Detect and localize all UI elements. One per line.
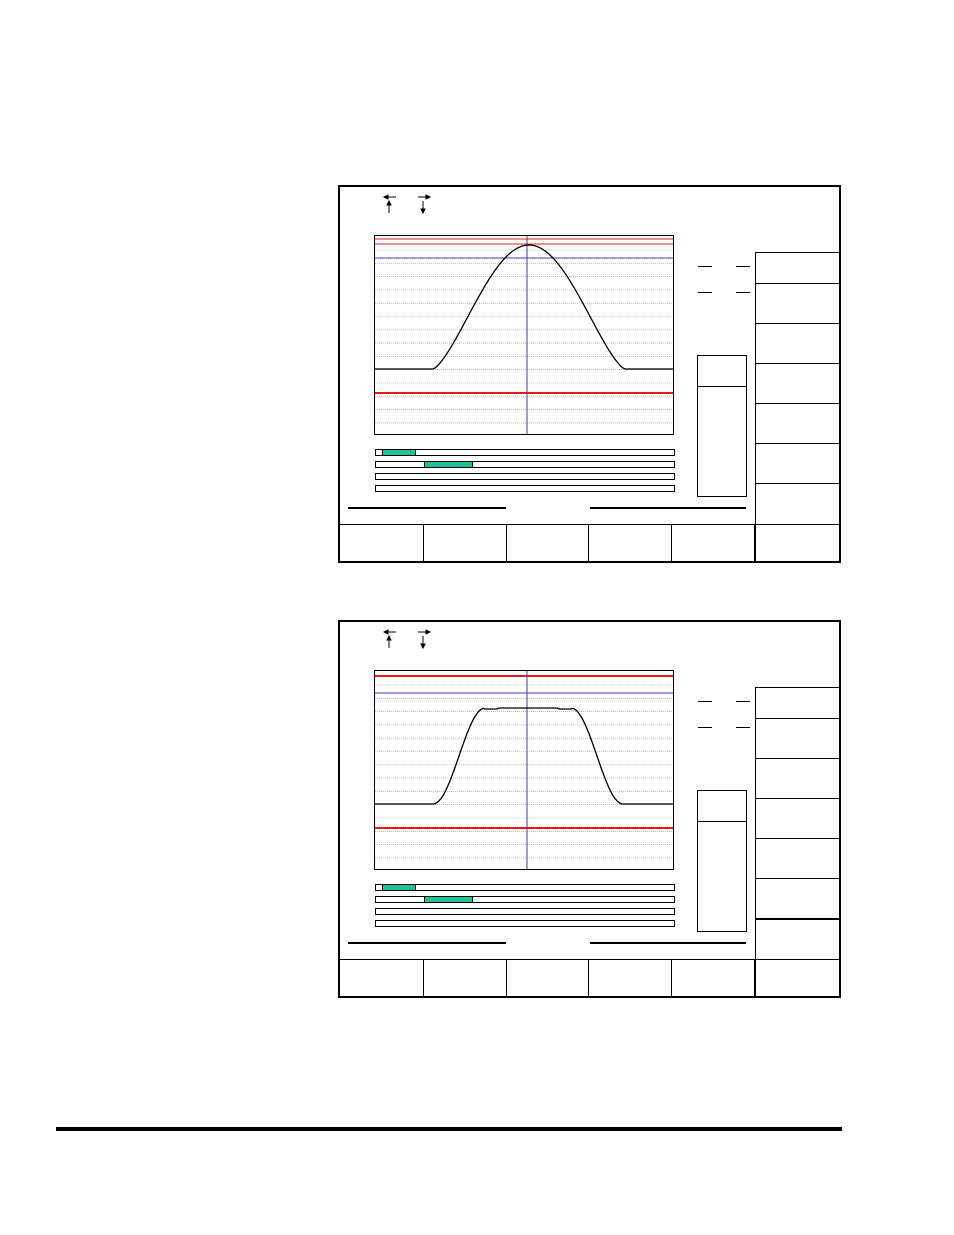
down-arrow-icon [421, 201, 425, 213]
level-bar [375, 884, 675, 891]
spectrum-plot[interactable] [374, 670, 674, 870]
marker-line [698, 727, 712, 728]
bottom-softkey-5[interactable] [672, 960, 755, 997]
bottom-softkey-3[interactable] [507, 960, 589, 997]
level-bar [375, 920, 675, 927]
bottom-softkeys [340, 959, 839, 997]
instrument-screen-2 [338, 620, 841, 998]
side-softkeys [755, 252, 840, 524]
level-bar [375, 473, 675, 480]
bottom-softkey-6[interactable] [755, 960, 839, 997]
level-bar [375, 449, 675, 456]
readout-panel-header [698, 356, 746, 387]
instrument-screen-1 [338, 185, 841, 563]
side-softkey-3[interactable] [756, 758, 840, 798]
bottom-softkey-5[interactable] [672, 525, 755, 562]
readout-panel [697, 355, 747, 497]
bottom-softkeys [340, 524, 839, 562]
right-arrow-icon [418, 195, 430, 199]
bottom-softkey-6[interactable] [755, 525, 839, 562]
bottom-softkey-4[interactable] [589, 525, 672, 562]
marker-line [736, 266, 750, 267]
up-arrow-icon [387, 636, 391, 648]
side-softkey-7[interactable] [756, 918, 840, 959]
page-footer-rule [56, 1127, 842, 1131]
side-softkey-6[interactable] [756, 878, 840, 918]
marker-line [736, 701, 750, 702]
arrow-keys-indicator [382, 626, 432, 650]
right-arrow-icon [418, 630, 430, 634]
marker-line [698, 266, 712, 267]
side-softkey-4[interactable] [756, 798, 840, 838]
level-bar-fill [382, 885, 416, 890]
bottom-softkey-2[interactable] [424, 960, 507, 997]
bottom-softkey-1[interactable] [340, 525, 424, 562]
bottom-softkey-3[interactable] [507, 525, 589, 562]
left-arrow-icon [384, 630, 396, 634]
side-softkeys [755, 687, 840, 959]
field-underline [590, 942, 746, 944]
level-bar-fill [424, 897, 473, 902]
bottom-softkey-4[interactable] [589, 960, 672, 997]
bottom-softkey-1[interactable] [340, 960, 424, 997]
field-underline [348, 942, 506, 944]
side-softkey-1[interactable] [756, 687, 840, 718]
level-bar [375, 908, 675, 915]
spectrum-trace [375, 245, 674, 369]
marker-line [698, 292, 712, 293]
readout-panel-header [698, 791, 746, 822]
spectrum-plot[interactable] [374, 235, 674, 435]
side-softkey-7[interactable] [756, 483, 840, 524]
level-bar-fill [382, 450, 416, 455]
side-softkey-5[interactable] [756, 403, 840, 443]
up-arrow-icon [387, 201, 391, 213]
side-softkey-3[interactable] [756, 323, 840, 363]
level-bar-fill [424, 462, 473, 467]
level-bar [375, 485, 675, 492]
marker-line [736, 727, 750, 728]
bottom-softkey-2[interactable] [424, 525, 507, 562]
marker-line [736, 292, 750, 293]
field-underline [348, 507, 506, 509]
spectrum-trace [375, 708, 674, 804]
arrow-keys-indicator [382, 191, 432, 215]
field-underline [590, 507, 746, 509]
side-softkey-2[interactable] [756, 283, 840, 323]
side-softkey-4[interactable] [756, 363, 840, 403]
down-arrow-icon [421, 636, 425, 648]
readout-panel [697, 790, 747, 932]
level-bar [375, 461, 675, 468]
side-softkey-1[interactable] [756, 252, 840, 283]
level-bar [375, 896, 675, 903]
side-softkey-6[interactable] [756, 443, 840, 483]
left-arrow-icon [384, 195, 396, 199]
side-softkey-2[interactable] [756, 718, 840, 758]
marker-line [698, 701, 712, 702]
side-softkey-5[interactable] [756, 838, 840, 878]
